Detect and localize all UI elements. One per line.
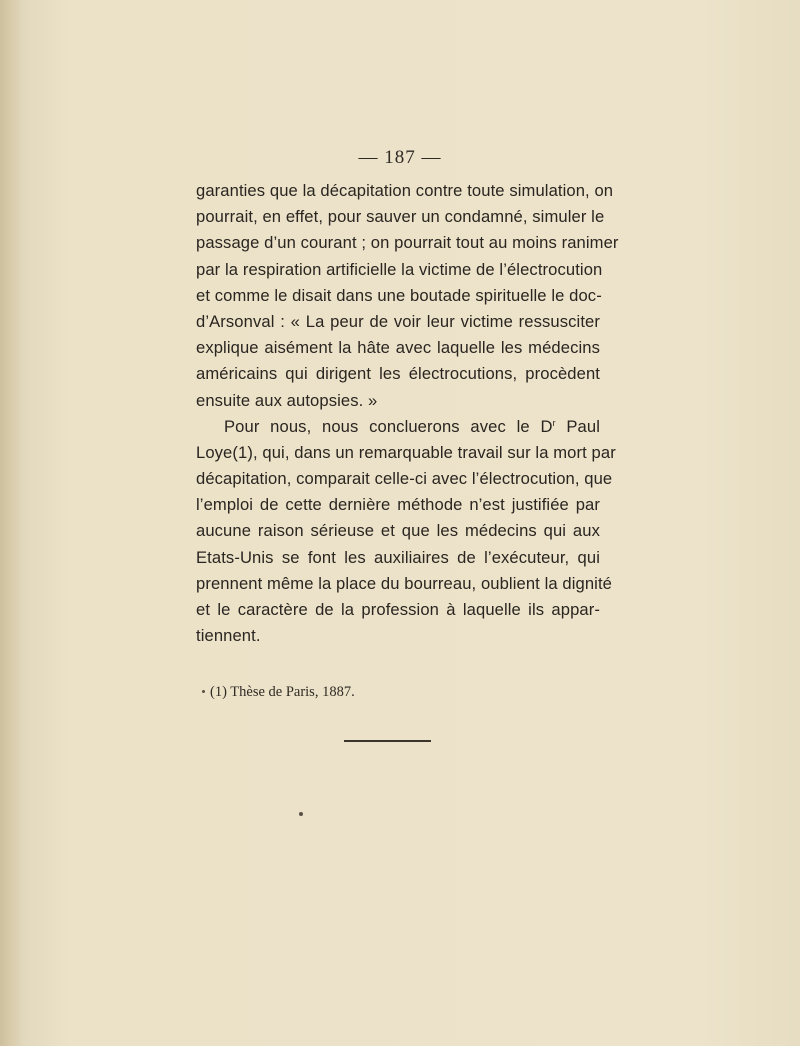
text-line-content: pourrait, en effet, pour sauver un condamné, simuler le xyxy=(196,207,605,227)
text-line xyxy=(196,518,600,544)
text-line xyxy=(196,388,600,414)
text-line xyxy=(196,597,600,623)
ink-speck xyxy=(202,690,205,693)
text-line-content: explique aisément la hâte avec laquelle les médecins xyxy=(196,338,600,358)
text-line xyxy=(196,204,605,230)
text-line-content: Loye(1), qui, dans un remarquable travail sur la mort par xyxy=(196,442,616,462)
text-line-content: prennent même la place du bourreau, oublient la dignité xyxy=(196,573,613,593)
text-line-content: passage d’un courant ; on pourrait tout au moins ranimer xyxy=(196,233,619,253)
ink-speck xyxy=(299,812,303,816)
text-line xyxy=(196,466,613,492)
text-line-content: tiennent. xyxy=(196,626,261,646)
text-line xyxy=(196,361,600,387)
text-line xyxy=(196,545,600,571)
text-line-content: Pour nous, nous concluerons avec le D xyxy=(224,416,553,436)
text-line xyxy=(196,571,613,597)
text-line xyxy=(196,335,600,361)
text-line-content: par la respiration artificielle la victime de l’électrocution xyxy=(196,259,603,279)
text-line-content: et le caractère de la profession à laquelle ils appar- xyxy=(196,600,600,619)
text-line xyxy=(196,309,600,335)
text-line xyxy=(196,257,603,283)
text-line-content: et comme le disait dans une boutade spirituelle le doc- xyxy=(196,285,602,305)
footnote: (1) Thèse de Paris, 1887. xyxy=(210,684,355,700)
text-line-content: Paul xyxy=(555,416,600,436)
text-line xyxy=(196,283,600,309)
text-line-content: décapitation, comparait celle-ci avec l’électrocution, que xyxy=(196,469,613,489)
text-line-content: aucune raison sérieuse et que les médecins qui aux xyxy=(196,521,600,541)
text-line xyxy=(196,492,600,518)
page-number: — 187 — xyxy=(358,147,442,168)
body-text xyxy=(196,178,619,649)
end-rule xyxy=(344,740,431,742)
text-line-content: d’Arsonval : « La peur de voir leur victime ressusciter xyxy=(196,311,600,331)
text-line-content: garanties que la décapitation contre toute simulation, on xyxy=(196,181,614,200)
superscript: r xyxy=(552,417,556,428)
text-line xyxy=(196,178,614,204)
text-line xyxy=(196,623,600,649)
text-line xyxy=(196,440,616,466)
text-line-content: ensuite aux autopsies. » xyxy=(196,390,378,410)
text-line xyxy=(196,230,619,256)
text-line-content: l’emploi de cette dernière méthode n’est justifiée par xyxy=(196,495,600,515)
text-line-content: Etats-Unis se font les auxiliaires de l’exécuteur, qui xyxy=(196,547,600,567)
text-line-content: américains qui dirigent les électrocutions, procèdent xyxy=(196,364,600,384)
text-line xyxy=(196,414,600,440)
